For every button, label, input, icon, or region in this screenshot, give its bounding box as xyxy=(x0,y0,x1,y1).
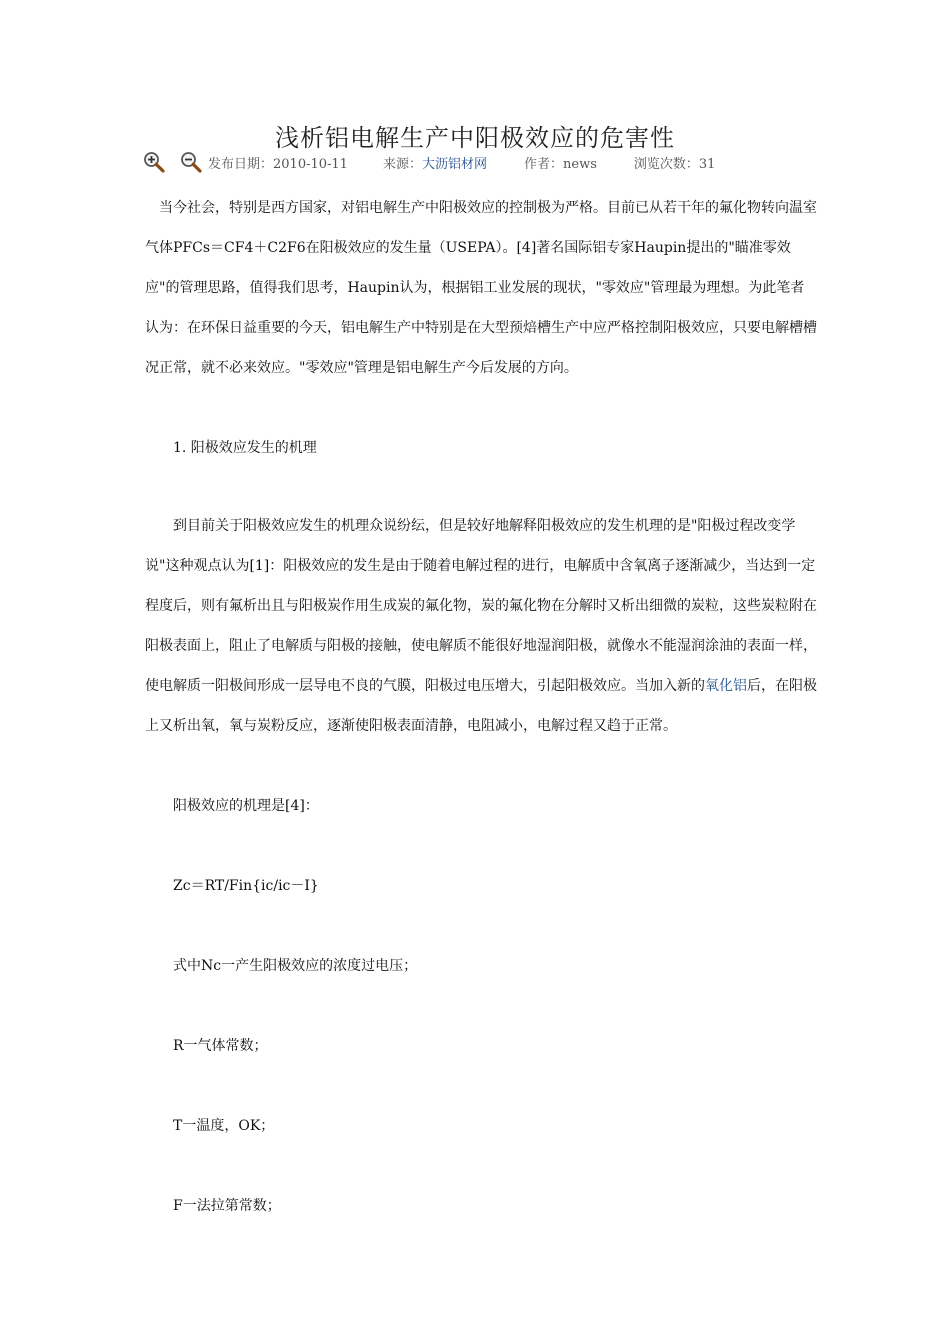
source xyxy=(383,153,487,172)
mechanism-text-before: 到目前关于阳极效应发生的机理众说纷纭，但是较好地解释阳极效应的发生机理的是"阳极过程改变学说"这种观点认为[1]：阳极效应的发生是由于随着电解过程的进行，电解质中含氧离子逐渐减少，当达到一定程度后，则有氟析出且与阳极炭作用生成炭的氟化物，炭的氟化物在分解时又析出细微的炭粒，这些炭粒附在阳极表面上，阻止了电解质与阳极的接触，使电解质不能很好地湿润阳极，就像水不能湿润涂油的表面一样，使电解质一阳极间形成一层导电不良的气膜，阳极过电压增大，引起阳极效应。当加入新的 xyxy=(145,518,817,694)
section-heading: 1. 阳极效应发生的机理 xyxy=(173,440,317,456)
mechanism-text-after: 后，在阳极上又析出氧，氧与炭粉反应，逐渐使阳极表面清静，电阻减小，电解过程又趋于正常。 xyxy=(145,678,817,734)
formula: Zc＝RT/Fin{ic/ic－I} xyxy=(173,878,319,894)
definition-t: T一温度，OK； xyxy=(173,1118,275,1134)
author: 作者：news xyxy=(524,156,597,172)
source-link[interactable]: 大沥铝材网 xyxy=(421,156,487,172)
definition-r: R一气体常数； xyxy=(173,1038,268,1054)
mechanism-intro: 阳极效应的机理是[4]： xyxy=(173,798,319,814)
view-count: 浏览次数：31 xyxy=(633,156,716,172)
alumina-link[interactable]: 氧化铝 xyxy=(705,678,747,694)
article-meta xyxy=(143,150,715,174)
source-label: 来源： xyxy=(382,156,422,172)
intro-paragraph: 当今社会，特别是西方国家，对铝电解生产中阳极效应的控制极为严格。目前已从若干年的氟化物转向温室气体PFCs＝CF4＋C2F6在阳极效应的发生量（USEPA）。[4]著名国际铝专家Haupin提出的"瞄准零效应"的管理思路，值得我们思考，Haupin认为，根据铝工业发展的现状，"零效应"管理最为理想。为此笔者认为：在环保日益重要的今天，铝电解生产中特别是在大型预焙槽生产中应严格控制阳极效应，只要电解槽槽况正常，就不必来效应。"零效应"管理是铝电解生产今后发展的方向。 xyxy=(145,200,817,376)
mechanism-paragraph xyxy=(145,506,817,746)
article-title: 浅析铝电解生产中阳极效应的危害性 xyxy=(275,124,675,152)
definition-zc: 式中Nc一产生阳极效应的浓度过电压； xyxy=(173,958,418,974)
zoom-in-icon[interactable] xyxy=(143,151,165,173)
zoom-out-icon[interactable] xyxy=(180,151,202,173)
definition-f: F一法拉第常数； xyxy=(173,1198,281,1214)
publish-date: 发布日期：2010-10-11 xyxy=(208,156,348,172)
